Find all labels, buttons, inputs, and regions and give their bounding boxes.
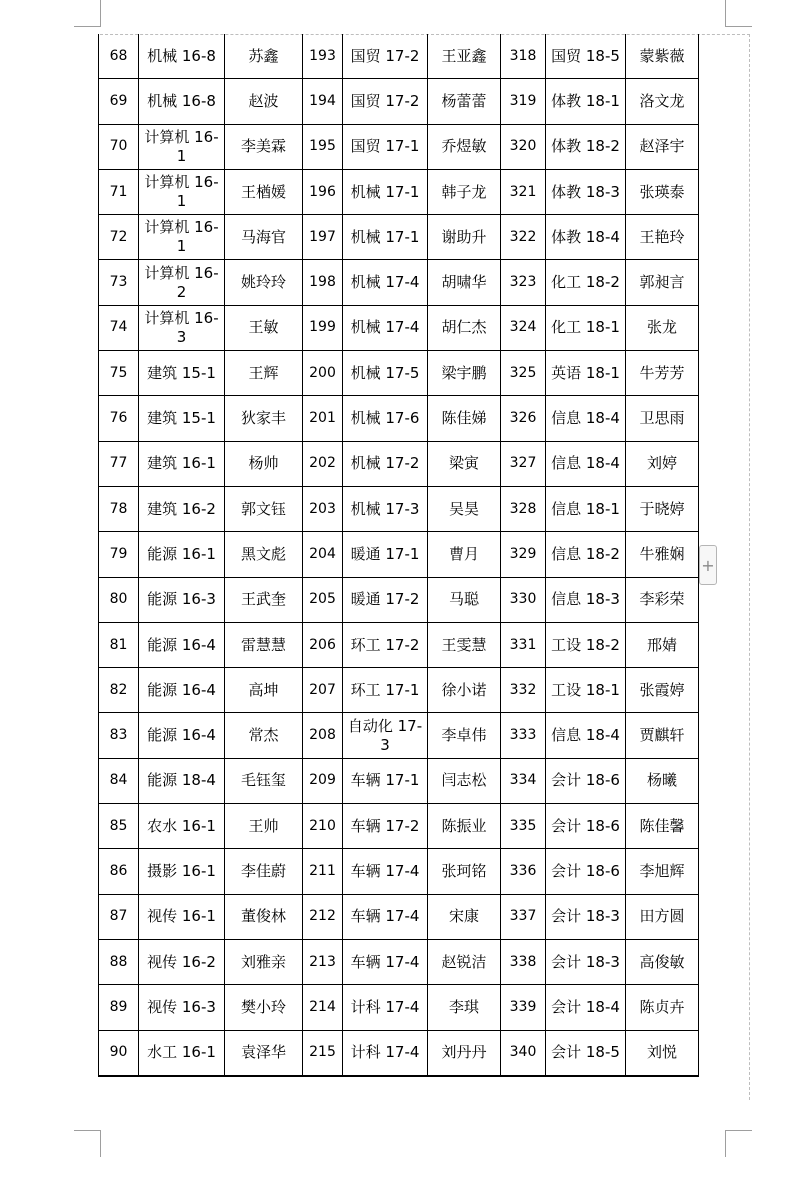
cell-name-2[interactable]: 王亚鑫	[428, 34, 501, 79]
table-row	[99, 758, 699, 803]
cell-name-1[interactable]: 姚玲玲	[225, 260, 303, 305]
table-row	[99, 169, 699, 214]
cell-index-1[interactable]: 75	[99, 351, 139, 396]
cell-class-1[interactable]: 机械 16-8	[139, 34, 225, 79]
cell-index-1[interactable]: 90	[99, 1030, 139, 1076]
cell-name-2[interactable]: 闫志松	[428, 758, 501, 803]
cell-name-3[interactable]: 于晓婷	[626, 486, 699, 531]
cell-class-1[interactable]: 能源 16-4	[139, 668, 225, 713]
cell-index-2[interactable]: 207	[303, 668, 343, 713]
cell-class-3[interactable]: 工设 18-2	[546, 622, 626, 667]
cell-index-3[interactable]: 334	[501, 758, 546, 803]
cell-name-2[interactable]: 赵锐洁	[428, 939, 501, 984]
cell-class-2[interactable]: 车辆 17-2	[343, 804, 428, 849]
cell-index-1[interactable]: 84	[99, 758, 139, 803]
table-row	[99, 985, 699, 1030]
cell-index-3[interactable]: 331	[501, 622, 546, 667]
cell-name-2[interactable]: 宋康	[428, 894, 501, 939]
cell-name-2[interactable]: 陈佳娣	[428, 396, 501, 441]
cell-class-2[interactable]: 自动化 17-3	[343, 713, 428, 758]
cell-class-3[interactable]: 会计 18-3	[546, 894, 626, 939]
table-row	[99, 1030, 699, 1076]
table-row	[99, 215, 699, 260]
cell-class-1[interactable]: 视传 16-1	[139, 894, 225, 939]
cell-name-3[interactable]: 张霞婷	[626, 668, 699, 713]
table-row	[99, 849, 699, 894]
cell-name-1[interactable]: 马海官	[225, 215, 303, 260]
cell-index-1[interactable]: 68	[99, 34, 139, 79]
cell-index-2[interactable]: 203	[303, 486, 343, 531]
cell-index-1[interactable]: 79	[99, 532, 139, 577]
cell-name-2[interactable]: 胡仁杰	[428, 305, 501, 350]
cell-index-3[interactable]: 326	[501, 396, 546, 441]
cell-index-1[interactable]: 78	[99, 486, 139, 531]
cell-class-3[interactable]: 体教 18-2	[546, 124, 626, 169]
cell-index-2[interactable]: 213	[303, 939, 343, 984]
cell-class-1[interactable]: 建筑 16-2	[139, 486, 225, 531]
cell-name-2[interactable]: 杨蕾蕾	[428, 79, 501, 124]
cell-index-3[interactable]: 324	[501, 305, 546, 350]
cell-index-1[interactable]: 88	[99, 939, 139, 984]
cell-index-1[interactable]: 81	[99, 622, 139, 667]
cell-index-1[interactable]: 70	[99, 124, 139, 169]
cell-index-1[interactable]: 83	[99, 713, 139, 758]
cell-index-2[interactable]: 197	[303, 215, 343, 260]
cell-name-2[interactable]: 刘丹丹	[428, 1030, 501, 1076]
cell-class-2[interactable]: 环工 17-1	[343, 668, 428, 713]
cell-class-1[interactable]: 计算机 16-2	[139, 260, 225, 305]
cell-class-3[interactable]: 会计 18-3	[546, 939, 626, 984]
cell-class-2[interactable]: 机械 17-4	[343, 260, 428, 305]
cell-name-3[interactable]: 张龙	[626, 305, 699, 350]
cell-index-3[interactable]: 318	[501, 34, 546, 79]
cell-class-3[interactable]: 信息 18-2	[546, 532, 626, 577]
cell-class-1[interactable]: 视传 16-3	[139, 985, 225, 1030]
cell-class-2[interactable]: 机械 17-1	[343, 215, 428, 260]
cell-name-1[interactable]: 苏鑫	[225, 34, 303, 79]
cell-index-2[interactable]: 202	[303, 441, 343, 486]
cell-class-3[interactable]: 会计 18-6	[546, 804, 626, 849]
cell-class-2[interactable]: 车辆 17-4	[343, 894, 428, 939]
cell-class-1[interactable]: 计算机 16-1	[139, 215, 225, 260]
cell-index-3[interactable]: 338	[501, 939, 546, 984]
cell-index-3[interactable]: 337	[501, 894, 546, 939]
cell-name-1[interactable]: 王楢媛	[225, 169, 303, 214]
cell-name-1[interactable]: 黑文彪	[225, 532, 303, 577]
cell-index-1[interactable]: 73	[99, 260, 139, 305]
cell-name-3[interactable]: 牛芳芳	[626, 351, 699, 396]
cell-class-3[interactable]: 体教 18-3	[546, 169, 626, 214]
cell-index-1[interactable]: 82	[99, 668, 139, 713]
cell-name-1[interactable]: 狄家丰	[225, 396, 303, 441]
cell-index-2[interactable]: 206	[303, 622, 343, 667]
cell-name-2[interactable]: 胡啸华	[428, 260, 501, 305]
cell-index-2[interactable]: 198	[303, 260, 343, 305]
cell-index-1[interactable]: 80	[99, 577, 139, 622]
cell-index-1[interactable]: 77	[99, 441, 139, 486]
table-row	[99, 351, 699, 396]
cell-name-3[interactable]: 李旭辉	[626, 849, 699, 894]
cell-class-1[interactable]: 建筑 16-1	[139, 441, 225, 486]
cell-class-3[interactable]: 国贸 18-5	[546, 34, 626, 79]
cell-name-2[interactable]: 梁寅	[428, 441, 501, 486]
cell-name-1[interactable]: 李佳蔚	[225, 849, 303, 894]
cell-name-1[interactable]: 郭文钰	[225, 486, 303, 531]
cell-name-3[interactable]: 杨曦	[626, 758, 699, 803]
cell-index-1[interactable]: 87	[99, 894, 139, 939]
table-row	[99, 260, 699, 305]
table-row	[99, 622, 699, 667]
cell-class-3[interactable]: 化工 18-2	[546, 260, 626, 305]
cell-name-1[interactable]: 王辉	[225, 351, 303, 396]
cell-name-2[interactable]: 韩子龙	[428, 169, 501, 214]
cell-index-1[interactable]: 69	[99, 79, 139, 124]
cell-index-2[interactable]: 214	[303, 985, 343, 1030]
cell-index-2[interactable]: 200	[303, 351, 343, 396]
cell-index-3[interactable]: 340	[501, 1030, 546, 1076]
cell-name-2[interactable]: 乔煜敏	[428, 124, 501, 169]
table-row	[99, 396, 699, 441]
table-row	[99, 34, 699, 79]
cell-class-2[interactable]: 暖通 17-1	[343, 532, 428, 577]
cell-class-1[interactable]: 机械 16-8	[139, 79, 225, 124]
cell-index-3[interactable]: 319	[501, 79, 546, 124]
cell-name-1[interactable]: 赵波	[225, 79, 303, 124]
cell-name-3[interactable]: 赵泽宇	[626, 124, 699, 169]
cell-name-2[interactable]: 陈振业	[428, 804, 501, 849]
cell-class-2[interactable]: 国贸 17-2	[343, 79, 428, 124]
cell-index-2[interactable]: 199	[303, 305, 343, 350]
cell-name-3[interactable]: 牛雅娴	[626, 532, 699, 577]
cell-class-3[interactable]: 信息 18-1	[546, 486, 626, 531]
table-row	[99, 668, 699, 713]
cell-class-1[interactable]: 水工 16-1	[139, 1030, 225, 1076]
cell-index-3[interactable]: 328	[501, 486, 546, 531]
cell-name-1[interactable]: 王敏	[225, 305, 303, 350]
cell-class-1[interactable]: 能源 16-4	[139, 622, 225, 667]
cell-class-2[interactable]: 国贸 17-1	[343, 124, 428, 169]
cell-class-3[interactable]: 会计 18-4	[546, 985, 626, 1030]
cell-class-3[interactable]: 信息 18-4	[546, 441, 626, 486]
cell-index-3[interactable]: 325	[501, 351, 546, 396]
cell-name-2[interactable]: 李卓伟	[428, 713, 501, 758]
table-row	[99, 486, 699, 531]
cell-class-1[interactable]: 能源 16-1	[139, 532, 225, 577]
cell-name-3[interactable]: 王艳玲	[626, 215, 699, 260]
cell-index-2[interactable]: 209	[303, 758, 343, 803]
cell-class-3[interactable]: 体教 18-1	[546, 79, 626, 124]
crop-mark-top-left	[74, 0, 101, 27]
cell-class-2[interactable]: 环工 17-2	[343, 622, 428, 667]
cell-class-2[interactable]: 机械 17-3	[343, 486, 428, 531]
cell-name-2[interactable]: 李琪	[428, 985, 501, 1030]
cell-name-1[interactable]: 董俊林	[225, 894, 303, 939]
cell-name-3[interactable]: 陈佳馨	[626, 804, 699, 849]
cell-class-1[interactable]: 计算机 16-1	[139, 124, 225, 169]
cell-class-1[interactable]: 视传 16-2	[139, 939, 225, 984]
table-row	[99, 713, 699, 758]
cell-index-1[interactable]: 74	[99, 305, 139, 350]
cell-index-2[interactable]: 208	[303, 713, 343, 758]
cell-index-2[interactable]: 204	[303, 532, 343, 577]
table-row	[99, 894, 699, 939]
cell-index-3[interactable]: 339	[501, 985, 546, 1030]
cell-name-3[interactable]: 贾麒轩	[626, 713, 699, 758]
cell-index-1[interactable]: 72	[99, 215, 139, 260]
cell-name-2[interactable]: 梁宇鹏	[428, 351, 501, 396]
cell-class-2[interactable]: 国贸 17-2	[343, 34, 428, 79]
cell-name-3[interactable]: 刘婷	[626, 441, 699, 486]
cell-index-1[interactable]: 86	[99, 849, 139, 894]
cell-class-1[interactable]: 建筑 15-1	[139, 351, 225, 396]
cell-index-3[interactable]: 330	[501, 577, 546, 622]
crop-mark-bottom-left	[74, 1130, 101, 1157]
cell-name-1[interactable]: 李美霖	[225, 124, 303, 169]
cell-class-3[interactable]: 会计 18-5	[546, 1030, 626, 1076]
cell-name-3[interactable]: 洛文龙	[626, 79, 699, 124]
cell-index-1[interactable]: 89	[99, 985, 139, 1030]
cell-class-2[interactable]: 计科 17-4	[343, 1030, 428, 1076]
table-row	[99, 305, 699, 350]
cell-name-2[interactable]: 马聪	[428, 577, 501, 622]
cell-name-2[interactable]: 徐小诺	[428, 668, 501, 713]
student-roster-table	[98, 34, 699, 1077]
roster-body	[99, 34, 699, 1076]
cell-name-3[interactable]: 邢婧	[626, 622, 699, 667]
cell-index-3[interactable]: 327	[501, 441, 546, 486]
cell-index-3[interactable]: 332	[501, 668, 546, 713]
cell-name-1[interactable]: 杨帅	[225, 441, 303, 486]
cell-name-3[interactable]: 蒙紫薇	[626, 34, 699, 79]
cell-index-3[interactable]: 322	[501, 215, 546, 260]
table-row	[99, 441, 699, 486]
cell-class-2[interactable]: 机械 17-6	[343, 396, 428, 441]
cell-index-3[interactable]: 329	[501, 532, 546, 577]
cell-index-2[interactable]: 215	[303, 1030, 343, 1076]
cell-class-1[interactable]: 能源 18-4	[139, 758, 225, 803]
cell-class-3[interactable]: 信息 18-3	[546, 577, 626, 622]
cell-class-2[interactable]: 暖通 17-2	[343, 577, 428, 622]
cell-name-1[interactable]: 王帅	[225, 804, 303, 849]
cell-index-2[interactable]: 210	[303, 804, 343, 849]
cell-name-3[interactable]: 陈贞卉	[626, 985, 699, 1030]
cell-index-1[interactable]: 71	[99, 169, 139, 214]
cell-class-2[interactable]: 机械 17-2	[343, 441, 428, 486]
cell-name-1[interactable]: 袁泽华	[225, 1030, 303, 1076]
cell-class-1[interactable]: 建筑 15-1	[139, 396, 225, 441]
cell-name-2[interactable]: 吴昊	[428, 486, 501, 531]
cell-index-1[interactable]: 85	[99, 804, 139, 849]
cell-name-2[interactable]: 谢助升	[428, 215, 501, 260]
cell-index-2[interactable]: 194	[303, 79, 343, 124]
cell-class-3[interactable]: 英语 18-1	[546, 351, 626, 396]
cell-class-3[interactable]: 信息 18-4	[546, 713, 626, 758]
cell-index-3[interactable]: 335	[501, 804, 546, 849]
cell-index-2[interactable]: 196	[303, 169, 343, 214]
cell-index-2[interactable]: 201	[303, 396, 343, 441]
cell-index-2[interactable]: 205	[303, 577, 343, 622]
cell-class-2[interactable]: 机械 17-5	[343, 351, 428, 396]
table-row	[99, 939, 699, 984]
cell-name-3[interactable]: 卫思雨	[626, 396, 699, 441]
cell-name-1[interactable]: 雷慧慧	[225, 622, 303, 667]
cell-class-3[interactable]: 信息 18-4	[546, 396, 626, 441]
cell-class-3[interactable]: 化工 18-1	[546, 305, 626, 350]
cell-name-2[interactable]: 王雯慧	[428, 622, 501, 667]
cell-class-3[interactable]: 体教 18-4	[546, 215, 626, 260]
table-row	[99, 577, 699, 622]
cell-name-1[interactable]: 樊小玲	[225, 985, 303, 1030]
cell-name-1[interactable]: 王武奎	[225, 577, 303, 622]
cell-class-1[interactable]: 农水 16-1	[139, 804, 225, 849]
cell-index-3[interactable]: 323	[501, 260, 546, 305]
cell-index-2[interactable]: 193	[303, 34, 343, 79]
cell-class-2[interactable]: 车辆 17-4	[343, 939, 428, 984]
cell-index-2[interactable]: 212	[303, 894, 343, 939]
cell-name-1[interactable]: 毛钰玺	[225, 758, 303, 803]
cell-class-1[interactable]: 计算机 16-3	[139, 305, 225, 350]
add-row-button[interactable]: +	[699, 545, 717, 585]
cell-name-2[interactable]: 曹月	[428, 532, 501, 577]
table-row	[99, 79, 699, 124]
crop-mark-top-right	[725, 0, 752, 27]
table-row	[99, 804, 699, 849]
cell-class-1[interactable]: 计算机 16-1	[139, 169, 225, 214]
cell-class-3[interactable]: 会计 18-6	[546, 849, 626, 894]
cell-name-3[interactable]: 田方圆	[626, 894, 699, 939]
cell-index-3[interactable]: 333	[501, 713, 546, 758]
cell-index-3[interactable]: 321	[501, 169, 546, 214]
cell-class-1[interactable]: 摄影 16-1	[139, 849, 225, 894]
cell-name-1[interactable]: 常杰	[225, 713, 303, 758]
cell-class-2[interactable]: 计科 17-4	[343, 985, 428, 1030]
cell-name-2[interactable]: 张珂铭	[428, 849, 501, 894]
cell-name-3[interactable]: 高俊敏	[626, 939, 699, 984]
table-row	[99, 532, 699, 577]
crop-mark-bottom-right	[725, 1130, 752, 1157]
cell-name-3[interactable]: 刘悦	[626, 1030, 699, 1076]
cell-index-3[interactable]: 320	[501, 124, 546, 169]
cell-class-2[interactable]: 车辆 17-4	[343, 849, 428, 894]
cell-name-1[interactable]: 刘雅亲	[225, 939, 303, 984]
cell-class-2[interactable]: 机械 17-4	[343, 305, 428, 350]
cell-name-3[interactable]: 张瑛泰	[626, 169, 699, 214]
table-row	[99, 124, 699, 169]
cell-name-3[interactable]: 郭昶言	[626, 260, 699, 305]
cell-index-3[interactable]: 336	[501, 849, 546, 894]
cell-class-1[interactable]: 能源 16-4	[139, 713, 225, 758]
cell-name-1[interactable]: 高坤	[225, 668, 303, 713]
cell-index-2[interactable]: 211	[303, 849, 343, 894]
cell-name-3[interactable]: 李彩荣	[626, 577, 699, 622]
cell-class-2[interactable]: 车辆 17-1	[343, 758, 428, 803]
cell-class-3[interactable]: 会计 18-6	[546, 758, 626, 803]
cell-class-3[interactable]: 工设 18-1	[546, 668, 626, 713]
cell-class-1[interactable]: 能源 16-3	[139, 577, 225, 622]
cell-index-1[interactable]: 76	[99, 396, 139, 441]
cell-class-2[interactable]: 机械 17-1	[343, 169, 428, 214]
cell-index-2[interactable]: 195	[303, 124, 343, 169]
